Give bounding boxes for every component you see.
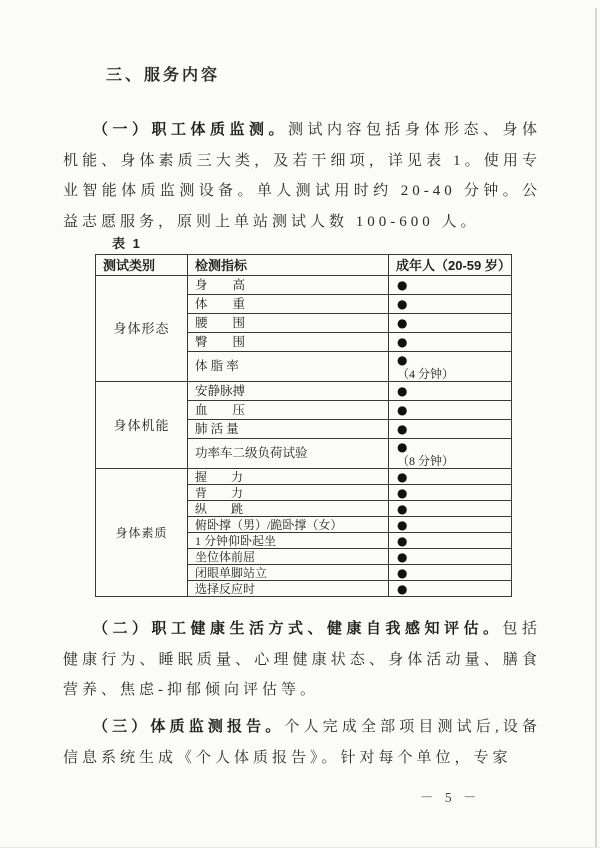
indicator-cell: 俯卧撑（男）/跪卧撑（女） [188,517,389,533]
indicator-cell: 闭眼单脚站立 [188,565,389,581]
adult-mark-cell [389,382,512,401]
bullet-dot-icon: ● [397,485,408,500]
adult-mark-cell [389,333,512,352]
indicator-cell: 血 压 [188,401,389,420]
bullet-dot-icon: ● [397,384,408,398]
adult-mark-cell [389,401,512,420]
bullet-dot-icon: ● [397,501,408,516]
indicator-cell: 1 分钟仰卧起坐 [188,533,389,549]
page-number: － 5 － [420,790,481,805]
bullet-dot-icon: ● [397,517,408,532]
bullet-dot-icon: ● [397,352,408,367]
table-header-row [96,255,512,276]
indicator-cell: 选择反应时 [188,581,389,597]
bullet-dot-icon: ● [397,549,408,564]
bullet-dot-icon: ● [397,297,408,311]
adult-mark-cell [389,295,512,314]
duration-note: （4 分钟） [397,366,455,381]
adult-mark-cell [389,439,512,469]
adult-mark-cell [389,485,512,501]
bullet-dot-icon: ● [397,565,408,580]
paragraph-monitoring-report [63,712,541,773]
paragraph-lead: （一）职工体质监测。 [93,121,288,138]
bullet-dot-icon: ● [397,403,408,417]
col-header-indicator: 检测指标 [188,255,389,276]
indicator-cell: 肺 活 量 [188,420,389,439]
adult-mark-cell [389,533,512,549]
indicator-cell: 握 力 [188,469,389,485]
category-cell: 身体机能 [96,382,188,469]
indicator-cell: 腰 围 [188,314,389,333]
bullet-dot-icon: ● [397,278,408,292]
table-row [96,382,512,401]
adult-mark-cell [389,565,512,581]
bullet-dot-icon: ● [397,439,408,454]
bullet-dot-icon: ● [397,422,408,436]
indicator-cell: 坐位体前屈 [188,549,389,565]
table-row [96,276,512,295]
scan-edge-artifact [595,8,597,848]
indicator-cell: 臀 围 [188,333,389,352]
adult-mark-cell [389,581,512,597]
indicator-cell: 功率车二级负荷试验 [188,439,389,469]
table-row [96,469,512,485]
col-header-adult: 成年人（20-59 岁） [389,255,512,276]
bullet-dot-icon: ● [397,533,408,548]
paragraph-body: 包括健康行为、睡眠质量、心理健康状态、身体活动量、膳食营养、焦虑-抑郁倾向评估等。 [63,621,541,698]
indicator-cell: 体 脂 率 [188,352,389,382]
paragraph-worker-fitness-monitoring [63,115,541,237]
adult-mark-cell [389,549,512,565]
col-header-category: 测试类别 [96,255,188,276]
table-body [96,276,512,597]
indicator-cell: 体 重 [188,295,389,314]
duration-note: （8 分钟） [397,453,455,468]
table-container [95,254,512,597]
category-cell: 身体形态 [96,276,188,382]
adult-mark-cell [389,469,512,485]
section-heading: 三、服务内容 [106,67,221,84]
category-cell: 身体素质 [96,469,188,597]
adult-mark-cell [389,314,512,333]
adult-mark-cell [389,501,512,517]
indicator-cell: 纵 跳 [188,501,389,517]
bullet-dot-icon: ● [397,316,408,330]
indicator-cell: 背 力 [188,485,389,501]
indicator-cell: 安静脉搏 [188,382,389,401]
bullet-dot-icon: ● [397,469,408,484]
bullet-dot-icon: ● [397,335,408,349]
adult-mark-cell [389,276,512,295]
fitness-test-table [95,254,512,597]
adult-mark-cell [389,420,512,439]
indicator-cell: 身 高 [188,276,389,295]
paragraph-lifestyle-assessment [63,614,541,706]
adult-mark-cell [389,517,512,533]
paragraph-lead: （二）职工健康生活方式、健康自我感知评估。 [93,620,503,637]
paragraph-body: 个人完成全部项目测试后,设备信息系统生成《个人体质报告》。针对每个单位，专家 [63,719,541,766]
adult-mark-cell [389,352,512,382]
paragraph-body: 测试内容包括身体形态、身体机能、身体素质三大类，及若干细项，详见表 1。使用专业智能体质监测设备。单人测试用时约 20-40 分钟。公益志愿服务，原则上单站测试人数 100-600 人。 [63,122,541,230]
table-caption: 表 1 [112,236,142,251]
paragraph-lead: （三）体质监测报告。 [93,718,285,735]
bullet-dot-icon: ● [397,581,408,596]
